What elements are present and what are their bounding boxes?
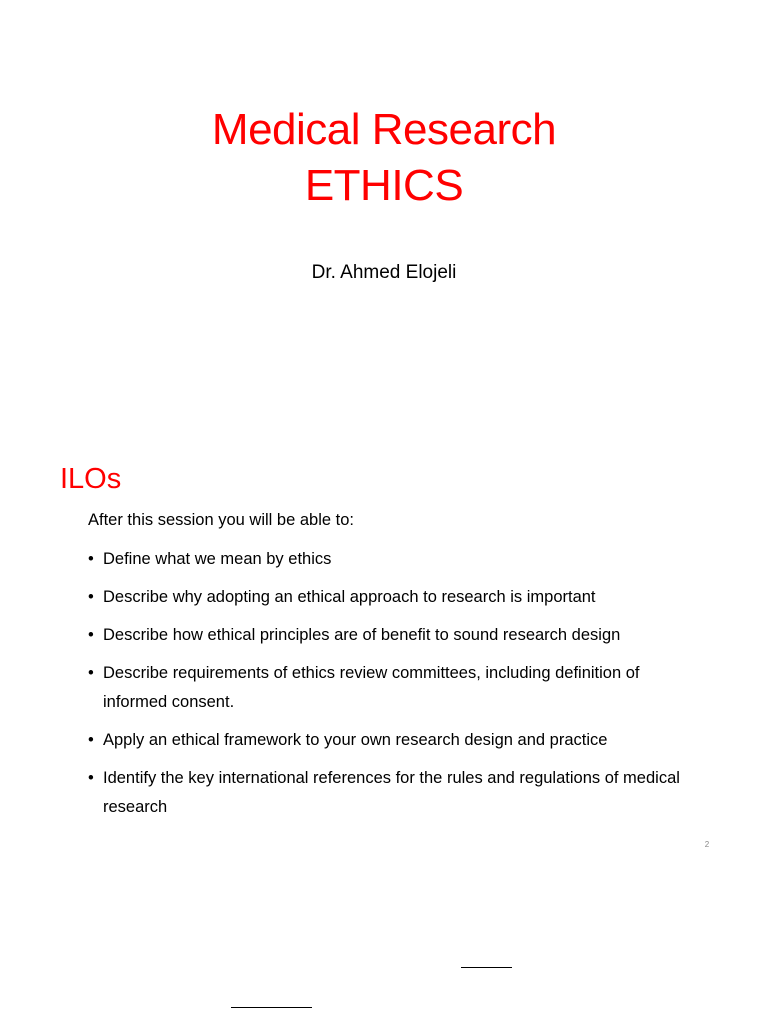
bullet-item-1 <box>88 545 688 574</box>
bullet-dot: • <box>88 588 94 606</box>
bullet-text-5: Apply an ethical framework to your own research design and practice <box>103 731 608 749</box>
ilos-bullet-list <box>88 545 688 831</box>
bullet-dot: • <box>88 731 94 749</box>
author-name: Dr. Ahmed Elojeli <box>311 262 457 283</box>
bullet-item-2 <box>88 583 688 612</box>
title-line-2: ETHICS <box>304 161 464 210</box>
bullet-text-2: Describe why adopting an ethical approach to research is important <box>103 588 596 606</box>
bullet-text-4: Describe requirements of ethics review committees, including definition of informed consent. <box>103 664 640 711</box>
bullet-dot: • <box>88 664 94 682</box>
slide-title <box>0 102 768 214</box>
ilos-heading: ILOs <box>60 463 122 495</box>
bullet-dot: • <box>88 769 94 787</box>
title-line-1: Medical Research <box>211 105 557 154</box>
bullet-dot: • <box>88 626 94 644</box>
bullet-text-6: Identify the key international references for the rules and regulations of medical research <box>103 769 680 816</box>
bullet-text-3: Describe how ethical principles are of benefit to sound research design <box>103 626 621 644</box>
bullet-item-6 <box>88 764 688 822</box>
bullet-text-1: Define what we mean by ethics <box>103 550 332 568</box>
bullet-item-3 <box>88 621 688 650</box>
title-slide <box>0 0 768 425</box>
bullet-dot: • <box>88 550 94 568</box>
bullet-item-5 <box>88 726 688 755</box>
page-number: 2 <box>704 840 710 849</box>
stray-line-mark <box>231 1007 312 1008</box>
stray-line-mark <box>461 967 512 968</box>
ilos-intro: After this session you will be able to: <box>88 511 354 529</box>
bullet-item-4 <box>88 659 688 717</box>
ilos-slide <box>0 425 768 865</box>
